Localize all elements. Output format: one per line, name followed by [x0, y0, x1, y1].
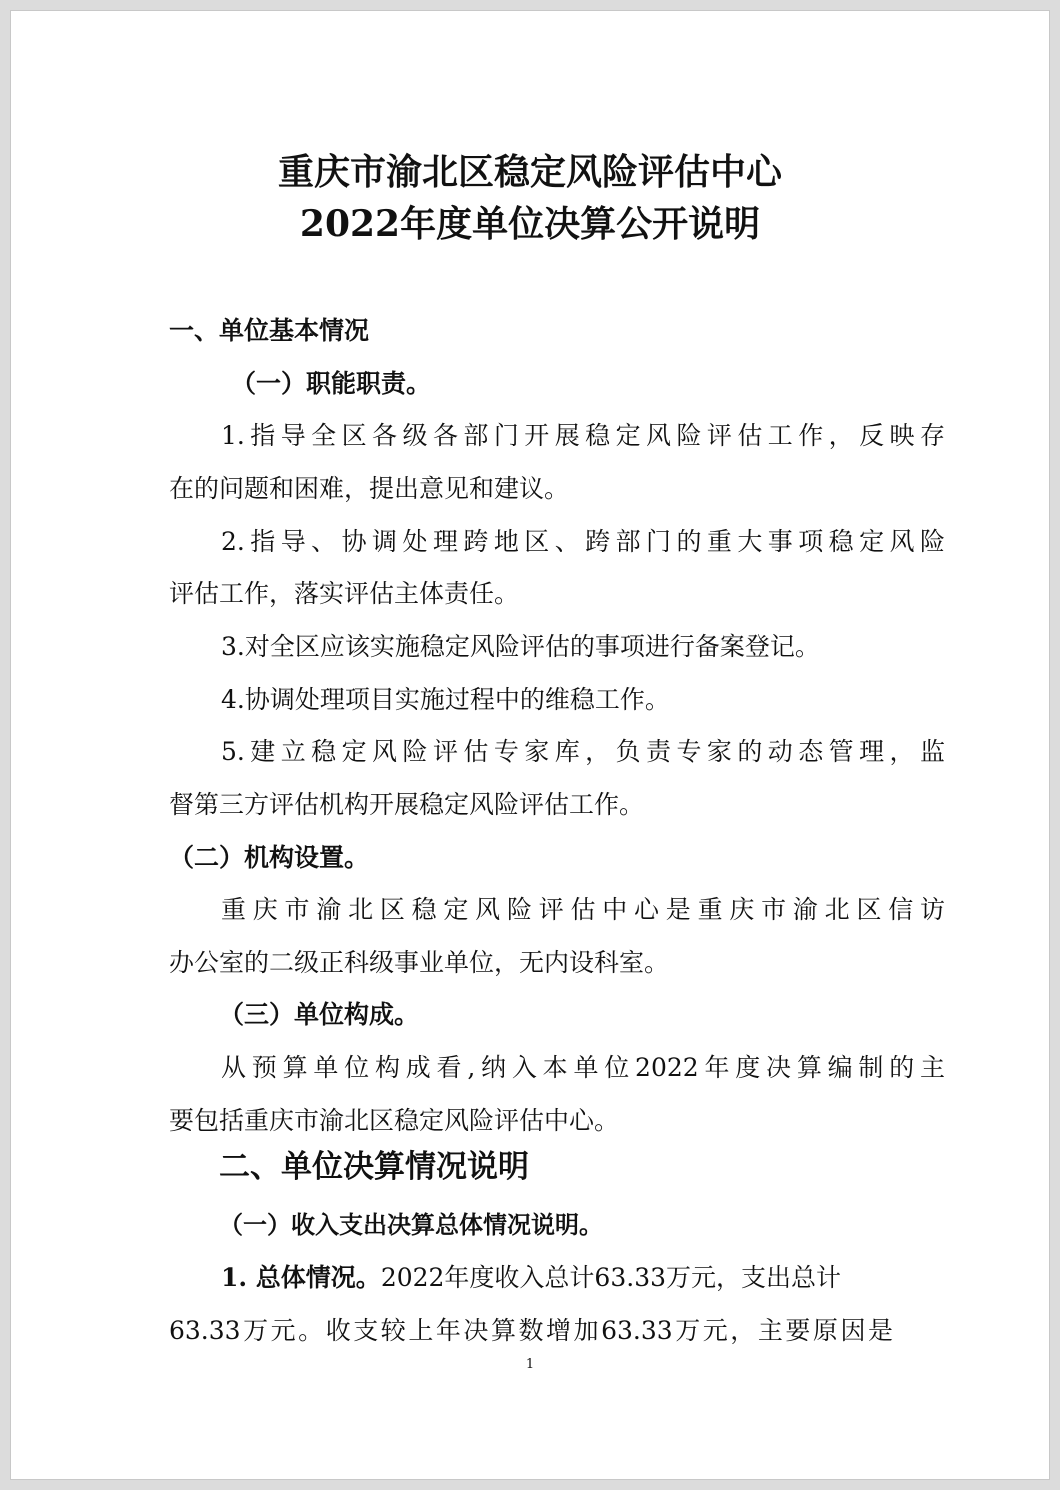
section-heading-1: 一、单位基本情况 [169, 316, 370, 345]
paragraph-line: 重庆市渝北区稳定风险评估中心是重庆市渝北区信访 [221, 895, 945, 924]
paragraph-line: 2.指导、协调处理跨地区、跨部门的重大事项稳定风险 [221, 527, 945, 556]
paragraph-line: 督第三方评估机构开展稳定风险评估工作。 [169, 790, 645, 819]
paragraph-line: 从预算单位构成看,纳入本单位2022年度决算编制的主 [221, 1053, 945, 1082]
paragraph-line: 5.建立稳定风险评估专家库，负责专家的动态管理，监 [221, 737, 945, 766]
paragraph-line: 办公室的二级正科级事业单位，无内设科室。 [169, 948, 670, 977]
subheading-functions: （一）职能职责。 [231, 369, 432, 398]
doc-title-line1: 重庆市渝北区稳定风险评估中心 [277, 151, 782, 193]
paragraph-line: 要包括重庆市渝北区稳定风险评估中心。 [169, 1106, 620, 1135]
subheading-income-expense: （一）收入支出决算总体情况说明。 [219, 1210, 603, 1239]
overall-label: 1. 总体情况。 [221, 1263, 381, 1292]
paragraph-line: 评估工作，落实评估主体责任。 [169, 579, 520, 608]
subheading-organization: （二）机构设置。 [169, 843, 370, 872]
section-heading-2: 二、单位决算情况说明 [219, 1149, 529, 1185]
document-page [10, 10, 1050, 1480]
paragraph-line: 1.指导全区各级各部门开展稳定风险评估工作，反映存 [221, 421, 945, 450]
paragraph-line: 4.协调处理项目实施过程中的维稳工作。 [221, 685, 670, 714]
paragraph-line: 在的问题和困难，提出意见和建议。 [169, 474, 570, 503]
paragraph-line [169, 1260, 893, 1296]
page-number: 1 [525, 1357, 535, 1372]
paragraph-line: 3.对全区应该实施稳定风险评估的事项进行备案登记。 [221, 632, 820, 661]
doc-title-line2: 2022年度单位决算公开说明 [299, 203, 761, 245]
paragraph-line: 63.33万元。收支较上年决算数增加63.33万元，主要原因是 [169, 1316, 893, 1345]
overall-text: 2022年度收入总计63.33万元，支出总计 [380, 1263, 842, 1292]
subheading-composition: （三）单位构成。 [219, 1000, 420, 1029]
